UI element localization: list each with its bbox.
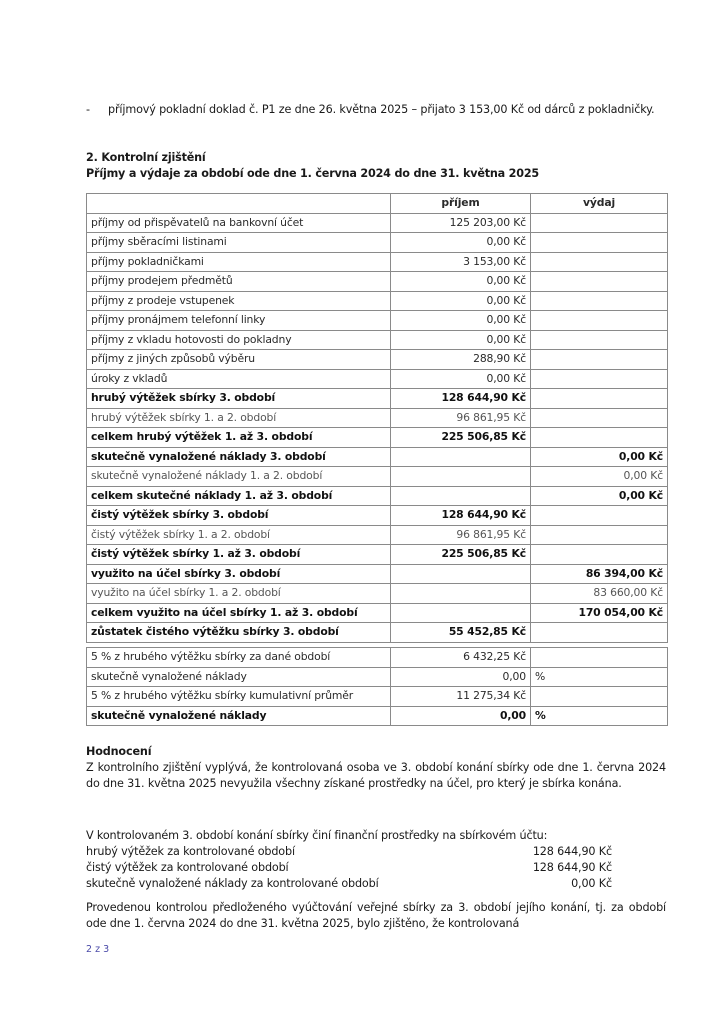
row-label: čistý výtěžek sbírky 1. a 2. období: [87, 525, 391, 545]
summary-label: skutečně vynaložené náklady za kontrolované období: [86, 877, 379, 890]
vydaj-cell: 0,00 Kč: [531, 467, 668, 487]
value-cell: 0,00: [391, 706, 531, 726]
prijem-cell: 96 861,95 Kč: [391, 525, 531, 545]
row-label: hrubý výtěžek sbírky 1. a 2. období: [87, 408, 391, 428]
vydaj-cell: [531, 252, 668, 272]
table-row: [87, 291, 668, 311]
unit-cell: %: [531, 667, 668, 687]
table-row: [87, 467, 668, 487]
table-row: [87, 350, 668, 370]
summary-row: [86, 844, 666, 860]
row-label: skutečně vynaložené náklady 3. období: [87, 447, 391, 467]
prijem-cell: 96 861,95 Kč: [391, 408, 531, 428]
income-expense-table: [86, 193, 668, 643]
table-row: [87, 545, 668, 565]
prijem-cell: [391, 447, 531, 467]
row-label: využito na účel sbírky 3. období: [87, 564, 391, 584]
prijem-cell: 3 153,00 Kč: [391, 252, 531, 272]
row-label: skutečně vynaložené náklady: [87, 706, 391, 726]
table-row: [87, 564, 668, 584]
table-row: [87, 408, 668, 428]
summary-intro: V kontrolovaném 3. období konání sbírky činí finanční prostředky na sbírkovém účtu:: [86, 829, 548, 842]
row-label: využito na účel sbírky 1. a 2. období: [87, 584, 391, 604]
row-label: skutečně vynaložené náklady 1. a 2. období: [87, 467, 391, 487]
prijem-cell: 0,00 Kč: [391, 233, 531, 253]
table-row: [87, 252, 668, 272]
row-label: celkem skutečné náklady 1. až 3. období: [87, 486, 391, 506]
prijem-cell: 288,90 Kč: [391, 350, 531, 370]
table-row: [87, 706, 668, 726]
row-label: celkem hrubý výtěžek 1. až 3. období: [87, 428, 391, 448]
vydaj-cell: [531, 369, 668, 389]
cost-ratio-table: [86, 647, 668, 726]
row-label: zůstatek čistého výtěžku sbírky 3. období: [87, 623, 391, 643]
table-row: [87, 506, 668, 526]
section-subtitle: Příjmy a výdaje za období ode dne 1. června 2024 do dne 31. května 2025: [86, 167, 540, 180]
value-cell: 11 275,34 Kč: [391, 687, 531, 707]
table-row: [87, 369, 668, 389]
vydaj-cell: [531, 506, 668, 526]
table-row: [87, 525, 668, 545]
row-label: hrubý výtěžek sbírky 3. období: [87, 389, 391, 409]
prijem-cell: 128 644,90 Kč: [391, 506, 531, 526]
vydaj-cell: [531, 389, 668, 409]
vydaj-cell: [531, 408, 668, 428]
row-label: celkem využito na účel sbírky 1. až 3. období: [87, 603, 391, 623]
row-label: příjmy z vkladu hotovosti do pokladny: [87, 330, 391, 350]
vydaj-cell: [531, 623, 668, 643]
final-paragraph: Provedenou kontrolou předloženého vyúčtování veřejné sbírky za 3. období jejího konání, tj. za období ode dne 1. června 2024 do dne 31. května 2025, bylo zjištěno, že kontrolovaná: [86, 901, 666, 930]
vydaj-cell: [531, 291, 668, 311]
table-row: [87, 687, 668, 707]
prijem-cell: [391, 467, 531, 487]
vydaj-cell: 170 054,00 Kč: [531, 603, 668, 623]
vydaj-cell: [531, 428, 668, 448]
vydaj-cell: [531, 525, 668, 545]
vydaj-cell: [531, 213, 668, 233]
table-row: [87, 486, 668, 506]
prijem-cell: 0,00 Kč: [391, 291, 531, 311]
row-label: příjmy od přispěvatelů na bankovní účet: [87, 213, 391, 233]
vydaj-cell: [531, 311, 668, 331]
value-cell: 6 432,25 Kč: [391, 648, 531, 668]
header-cell-label: [87, 194, 391, 214]
vydaj-cell: 0,00 Kč: [531, 486, 668, 506]
prijem-cell: 225 506,85 Kč: [391, 428, 531, 448]
table-row: [87, 233, 668, 253]
prijem-cell: [391, 486, 531, 506]
bullet-dash: -: [86, 103, 90, 116]
vydaj-cell: [531, 330, 668, 350]
prijem-cell: 0,00 Kč: [391, 330, 531, 350]
table-row: [87, 330, 668, 350]
evaluation-paragraph: Z kontrolního zjištění vyplývá, že kontrolovaná osoba ve 3. období konání sbírky ode dne 1. června 2024 do dne 31. května 2025 nevyužila všechny získané prostředky na účel, pro který je sbírka konána.: [86, 761, 666, 790]
unit-cell: %: [531, 706, 668, 726]
prijem-cell: 0,00 Kč: [391, 311, 531, 331]
table-row: [87, 623, 668, 643]
vydaj-cell: 86 394,00 Kč: [531, 564, 668, 584]
row-label: čistý výtěžek sbírky 1. až 3. období: [87, 545, 391, 565]
summary-label: čistý výtěžek za kontrolované období: [86, 861, 289, 874]
section-heading-block: [86, 150, 666, 182]
table-row: [87, 213, 668, 233]
vydaj-cell: [531, 272, 668, 292]
row-label: příjmy z prodeje vstupenek: [87, 291, 391, 311]
vydaj-cell: [531, 350, 668, 370]
vydaj-cell: [531, 545, 668, 565]
summary-value: 128 644,90 Kč: [532, 861, 612, 874]
summary-label: hrubý výtěžek za kontrolované období: [86, 845, 295, 858]
row-label: příjmy prodejem předmětů: [87, 272, 391, 292]
table-header-row: [87, 194, 668, 214]
table-row: [87, 389, 668, 409]
row-label: 5 % z hrubého výtěžku sbírky za dané období: [87, 648, 391, 668]
prijem-cell: 55 452,85 Kč: [391, 623, 531, 643]
page-number: 2 z 3: [86, 944, 110, 955]
header-cell-vydaj: výdaj: [531, 194, 668, 214]
row-label: úroky z vkladů: [87, 369, 391, 389]
row-label: příjmy pronájmem telefonní linky: [87, 311, 391, 331]
row-label: čistý výtěžek sbírky 3. období: [87, 506, 391, 526]
bullet-text: příjmový pokladní doklad č. P1 ze dne 26. května 2025 – přijato 3 153,00 Kč od dárců z pokladničky.: [108, 103, 655, 116]
table-row: [87, 584, 668, 604]
value-cell: 0,00: [391, 667, 531, 687]
table-row: [87, 272, 668, 292]
unit-cell: [531, 687, 668, 707]
table-row: [87, 648, 668, 668]
table-row: [87, 603, 668, 623]
prijem-cell: [391, 584, 531, 604]
vydaj-cell: 0,00 Kč: [531, 447, 668, 467]
row-label: příjmy z jiných způsobů výběru: [87, 350, 391, 370]
row-label: skutečně vynaložené náklady: [87, 667, 391, 687]
row-label: příjmy sběracími listinami: [87, 233, 391, 253]
table-row: [87, 447, 668, 467]
header-cell-prijem: příjem: [391, 194, 531, 214]
evaluation-section: [86, 744, 666, 792]
prijem-cell: [391, 564, 531, 584]
table-row: [87, 667, 668, 687]
section-title: 2. Kontrolní zjištění: [86, 151, 206, 164]
vydaj-cell: 83 660,00 Kč: [531, 584, 668, 604]
summary-value: 128 644,90 Kč: [532, 845, 612, 858]
evaluation-heading: Hodnocení: [86, 745, 152, 758]
summary-row: [86, 860, 666, 876]
prijem-cell: [391, 603, 531, 623]
prijem-cell: 125 203,00 Kč: [391, 213, 531, 233]
prijem-cell: 0,00 Kč: [391, 272, 531, 292]
table-row: [87, 311, 668, 331]
vydaj-cell: [531, 233, 668, 253]
funds-summary: [86, 828, 666, 892]
summary-row: [86, 876, 666, 892]
prijem-cell: 128 644,90 Kč: [391, 389, 531, 409]
unit-cell: [531, 648, 668, 668]
prijem-cell: 225 506,85 Kč: [391, 545, 531, 565]
row-label: 5 % z hrubého výtěžku sbírky kumulativní průměr: [87, 687, 391, 707]
prijem-cell: 0,00 Kč: [391, 369, 531, 389]
summary-value: 0,00 Kč: [571, 877, 612, 890]
table-row: [87, 428, 668, 448]
row-label: příjmy pokladničkami: [87, 252, 391, 272]
